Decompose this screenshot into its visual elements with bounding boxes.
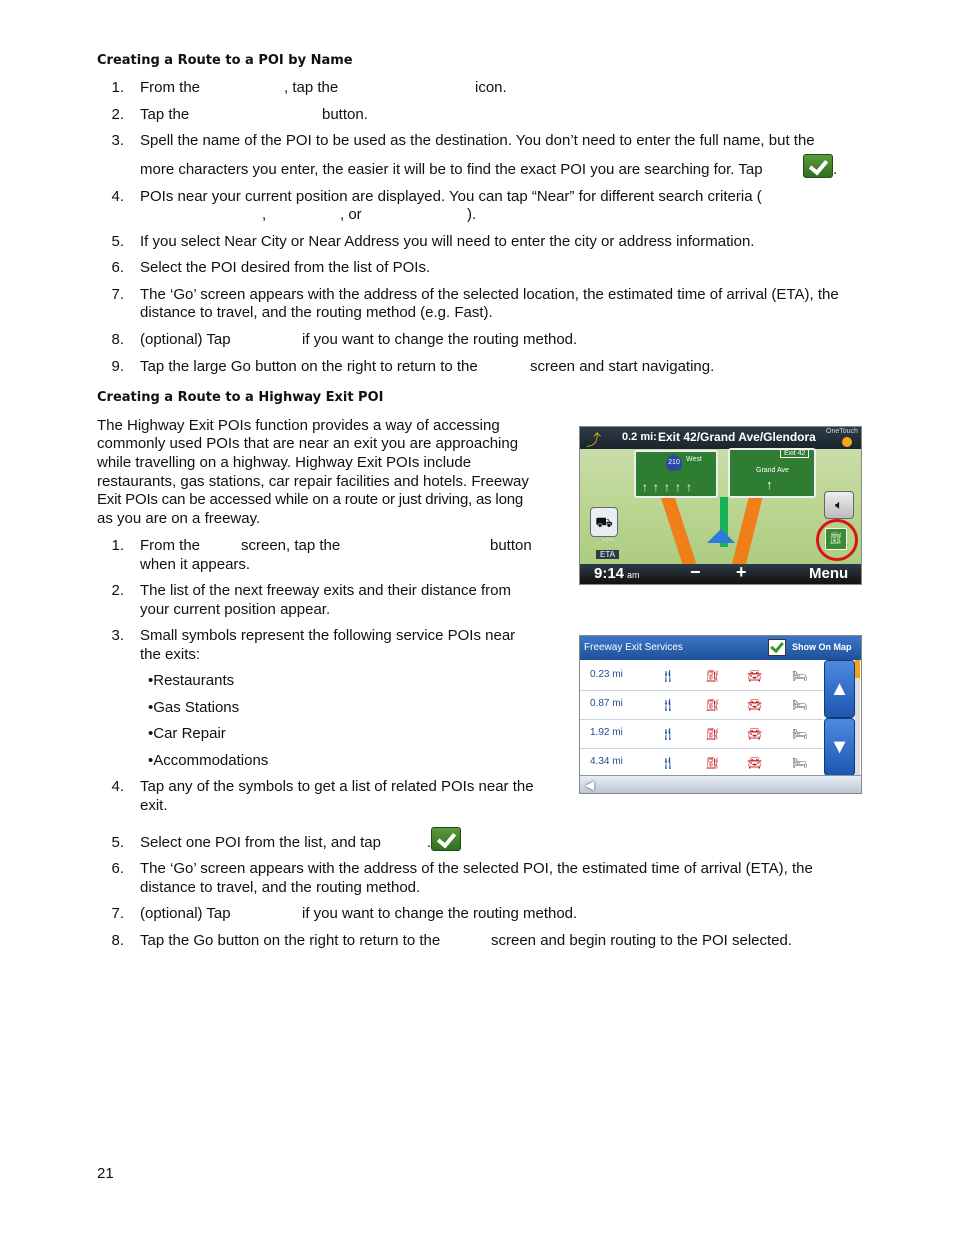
freeway-exit-services-image [579,635,862,794]
step-text: , or [340,206,362,223]
bullet-item: •Restaurants [148,672,235,689]
step-number: 5. [111,233,124,250]
scrollbar[interactable] [855,660,860,775]
sign-direction: West [686,456,702,463]
restaurant-icon[interactable]: 🍴︎ [660,698,676,712]
interstate-shield-icon: 210 [666,455,682,471]
exit-name-text: Exit 42/Grand Ave/Glendora [658,430,816,444]
exit-services-button[interactable]: ⛽︎ [825,528,847,550]
step-text: button [490,537,532,554]
step-number: 3. [111,627,124,644]
step-number: 2. [111,582,124,599]
section-heading-poi-by-name: Creating a Route to a POI by Name [97,53,353,68]
step-text: your current position appear. [140,601,331,618]
exit-row[interactable] [580,662,823,691]
step-text: Tap any of the symbols to get a list of related POIs near the [140,778,534,795]
lane-arrows-icon: ↑↑↑↑↑ [642,480,697,494]
distance-text: 0.2 mi: [622,431,657,443]
eta-placeholder: --:-- [602,537,614,544]
step-text: (optional) Tap [140,331,231,348]
nav-bottom-bar [580,537,861,584]
highway-sign-right [728,448,816,498]
step-text: Small symbols represent the following service POIs near [140,627,516,644]
step-text: . [833,161,838,178]
position-arrow-icon [707,529,735,543]
intro-text: as you are on a freeway. [97,510,261,527]
car-repair-icon[interactable]: 🚘︎ [747,756,763,770]
intro-text: commonly used POIs that are near an exit you are approaching [97,435,519,452]
back-arrow-icon[interactable]: ◀ [585,778,595,792]
step-number: 8. [111,932,124,949]
exit-services-title: Freeway Exit Services [584,642,683,653]
road [731,497,762,567]
ampm-text: am [627,570,640,580]
step-number: 2. [111,106,124,123]
exit-row[interactable] [580,720,823,749]
step-text: if you want to change the routing method. [302,905,578,922]
step-number: 8. [111,331,124,348]
step-text: , [262,206,267,223]
accommodation-icon[interactable]: 🛏︎ [792,698,808,712]
bullet-item: •Gas Stations [148,699,240,716]
show-on-map-label: Show On Map [792,642,852,652]
step-number: 6. [111,860,124,877]
step-number: 6. [111,259,124,276]
step-text: The ‘Go’ screen appears with the address of the selected POI, the estimated time of arrival (ETA), the [140,860,813,877]
step-text: ). [467,206,477,223]
exit-distance: 0.87 mi [590,698,623,709]
onetouch-icon[interactable] [842,437,852,447]
page-number: 21 [97,1165,114,1182]
lane-arrow-icon: ↑ [766,477,773,492]
intro-text: restaurants, gas stations, car repair facilities and hotels. Freeway [97,473,529,490]
step-number: 5. [111,834,124,851]
step-number: 4. [111,188,124,205]
restaurant-icon[interactable]: 🍴︎ [660,669,676,683]
navigation-screen-image [579,426,862,585]
step-text: Select one POI from the list, and tap [140,834,381,851]
step-text: exit. [140,797,168,814]
time-text: 9:14 [594,565,625,582]
exit-row[interactable] [580,691,823,720]
turn-arrow-icon: ⤴ [586,432,602,449]
bullet-item: •Car Repair [148,725,226,742]
gas-station-icon[interactable]: ⛽︎ [705,727,721,741]
step-number: 9. [111,358,124,375]
gas-station-icon[interactable]: ⛽︎ [705,698,721,712]
step-text: Select the POI desired from the list of POIs. [140,259,431,276]
checkmark-icon [803,154,833,178]
show-on-map-checkbox[interactable] [768,639,786,656]
step-number: 7. [111,905,124,922]
step-text: if you want to change the routing method. [302,331,578,348]
exit-row[interactable] [580,749,823,778]
back-bar [580,775,861,794]
step-text: distance to travel, and the routing method. [140,879,421,896]
step-text: screen, tap the [241,537,341,554]
step-number: 4. [111,778,124,795]
accommodation-icon[interactable]: 🛏︎ [792,727,808,741]
restaurant-icon[interactable]: 🍴︎ [660,756,676,770]
exit-distance: 4.34 mi [590,756,623,767]
step-text: (optional) Tap [140,905,231,922]
zoom-in-button[interactable]: + [736,562,747,582]
onetouch-label: OneTouch [826,428,858,435]
checkmark-icon [770,639,784,653]
road [661,497,698,567]
zoom-out-button[interactable]: − [690,562,701,582]
checkmark-icon [431,827,461,851]
step-text: POIs near your current position are displayed. You can tap “Near” for different search criteria ( [140,188,762,205]
exit-tab: Exit 42 [780,449,809,458]
step-number: 1. [111,537,124,554]
step-number: 7. [111,286,124,303]
intro-text: while travelling on a highway. Highway Exit POIs include [97,454,472,471]
step-text: Spell the name of the POI to be used as the destination. You don’t need to enter the full name, but the [140,132,815,149]
step-text: more characters you enter, the easier it will be to find the exact POI you are searching for. Tap [140,161,763,178]
step-text: Tap the large Go button on the right to return to the [140,358,478,375]
step-text: The list of the next freeway exits and their distance from [140,582,512,599]
step-text: The ‘Go’ screen appears with the address of the selected location, the estimated time of arrival (ETA), the [140,286,839,303]
accommodation-icon[interactable]: 🛏︎ [792,756,808,770]
bullet-item: •Accommodations [148,752,269,769]
step-text: , tap the [284,79,339,96]
step-number: 1. [111,79,124,96]
step-text: distance to travel, and the routing method (e.g. Fast). [140,304,493,321]
step-text: From the [140,79,201,96]
exit-distance: 0.23 mi [590,669,623,680]
step-text: Tap the Go button on the right to return to the [140,932,441,949]
step-text: the exits: [140,646,201,663]
intro-text: The Highway Exit POIs function provides a way of accessing [97,417,500,434]
step-text: screen and start navigating. [530,358,715,375]
scroll-down-button[interactable]: ▼ [824,718,855,776]
step-text: If you select Near City or Near Address you will need to enter the city or address information. [140,233,755,250]
accommodation-icon[interactable]: 🛏︎ [792,669,808,683]
step-text: icon. [475,79,507,96]
exit-distance: 1.92 mi [590,727,623,738]
sign-exit-name: Grand Ave [756,467,789,474]
scrollbar-thumb[interactable] [855,660,860,678]
step-text: Tap the [140,106,190,123]
gas-station-icon[interactable]: ⛽︎ [705,756,721,770]
menu-button[interactable]: Menu [809,565,849,582]
scroll-up-button[interactable]: ▲ [824,660,855,718]
highway-sign-left [634,450,718,498]
exit-services-header [580,636,861,660]
gas-station-icon[interactable]: ⛽︎ [705,669,721,683]
step-text: screen and begin routing to the POI selected. [491,932,793,949]
section-heading-highway-exit: Creating a Route to a Highway Exit POI [97,390,384,405]
speaker-icon[interactable]: 🔈︎ [824,491,854,519]
step-number: 3. [111,132,124,149]
nav-top-bar [580,427,861,449]
car-repair-icon[interactable]: 🚘︎ [747,698,763,712]
step-text: button. [322,106,368,123]
car-repair-icon[interactable]: 🚘︎ [747,669,763,683]
eta-label: ETA [596,550,619,559]
restaurant-icon[interactable]: 🍴︎ [660,727,676,741]
step-text: From the [140,537,201,554]
intro-text: Exit POIs can be accessed while on a route or just driving, as long [97,491,523,508]
step-text: . [427,834,432,851]
car-repair-icon[interactable]: 🚘︎ [747,727,763,741]
truck-icon[interactable]: ⛟ [590,507,618,537]
step-text: when it appears. [140,556,251,573]
